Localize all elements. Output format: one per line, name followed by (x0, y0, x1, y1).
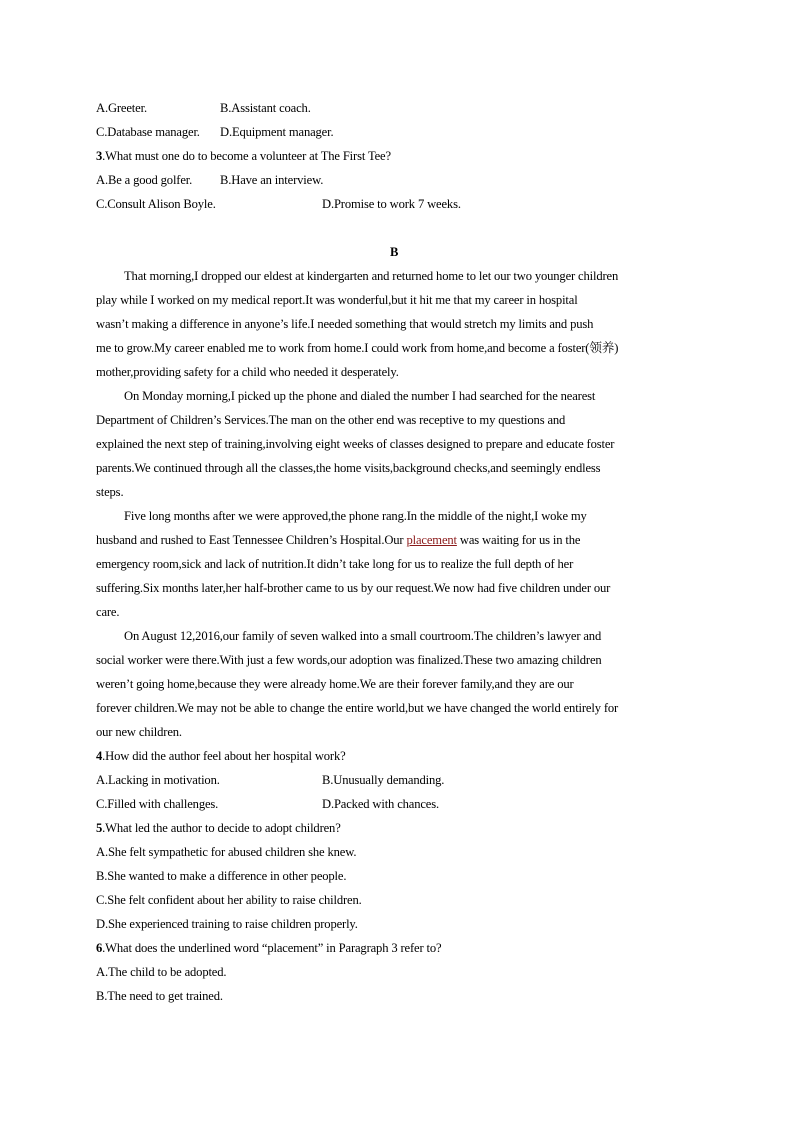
q3-option-b: B.Have an interview. (220, 173, 324, 187)
q4-number: 4 (96, 749, 103, 763)
passage-line: Five long months after we were approved,the phone rang.In the middle of the night,I woke my (124, 509, 587, 523)
q6-number: 6 (96, 941, 103, 955)
passage-line: mother,providing safety for a child who needed it desperately. (96, 365, 399, 379)
q4-text: .How did the author feel about her hospital work? (102, 749, 346, 763)
passage-line: care. (96, 605, 120, 619)
q4-option-c: C.Filled with challenges. (96, 797, 219, 811)
passage-line: Department of Children’s Services.The man on the other end was receptive to my questions and (96, 413, 566, 427)
q5-option-c: C.She felt confident about her ability to raise children. (96, 893, 362, 907)
passage-line: our new children. (96, 725, 182, 739)
passage-line: suffering.Six months later,her half-brother came to us by our request.We now had five children under our (96, 581, 611, 595)
q4-option-d: D.Packed with chances. (322, 797, 439, 811)
q5-option-d: D.She experienced training to raise children properly. (96, 917, 358, 931)
passage-line: parents.We continued through all the classes,the home visits,background checks,and seemingly endless (96, 461, 601, 475)
q2-option-d: D.Equipment manager. (220, 125, 334, 139)
passage-line: weren’t going home,because they were already home.We are their forever family,and they are our (96, 677, 574, 691)
q3-number: 3 (96, 149, 103, 163)
q2-option-a: A.Greeter. (96, 101, 147, 115)
passage-line: forever children.We may not be able to change the entire world,but we have changed the world entirely for (96, 701, 619, 715)
q6-text: .What does the underlined word “placement” in Paragraph 3 refer to? (102, 941, 442, 955)
q3-text: .What must one do to become a volunteer at The First Tee? (102, 149, 391, 163)
passage-line (96, 532, 580, 548)
section-title: B (390, 245, 399, 259)
passage-line: explained the next step of training,involving eight weeks of classes designed to prepare and educate foster (96, 437, 615, 451)
passage-line: play while I worked on my medical report.It was wonderful,but it hit me that my career in hospital (96, 293, 578, 307)
q2-option-b: B.Assistant coach. (220, 101, 311, 115)
q5-text: .What led the author to decide to adopt children? (102, 821, 341, 835)
passage-line: me to grow.My career enabled me to work from home.I could work from home,and become a foster(领养) (96, 341, 619, 355)
q6-stem (96, 940, 441, 956)
q5-stem (96, 820, 341, 836)
q4-stem (96, 748, 346, 764)
passage-line: emergency room,sick and lack of nutrition.It didn’t take long for us to realize the full depth of her (96, 557, 574, 571)
passage-line: On August 12,2016,our family of seven walked into a small courtroom.The children’s lawyer and (124, 629, 602, 643)
q5-option-b: B.She wanted to make a difference in other people. (96, 869, 347, 883)
q3-option-c: C.Consult Alison Boyle. (96, 197, 216, 211)
q5-option-a: A.She felt sympathetic for abused children she knew. (96, 845, 357, 859)
passage-line: wasn’t making a difference in anyone’s life.I needed something that would stretch my limits and push (96, 317, 594, 331)
q5-number: 5 (96, 821, 103, 835)
q4-option-a: A.Lacking in motivation. (96, 773, 220, 787)
q4-option-b: B.Unusually demanding. (322, 773, 445, 787)
q6-option-a: A.The child to be adopted. (96, 965, 227, 979)
q3-option-a: A.Be a good golfer. (96, 173, 193, 187)
q3-stem (96, 148, 391, 164)
passage-text: was waiting for us in the (456, 533, 581, 547)
q6-option-b: B.The need to get trained. (96, 989, 223, 1003)
underlined-word-placement: placement (406, 533, 457, 547)
passage-line: social worker were there.With just a few words,our adoption was finalized.These two amazing children (96, 653, 602, 667)
passage-line: steps. (96, 485, 124, 499)
passage-text: husband and rushed to East Tennessee Children’s Hospital.Our (96, 533, 407, 547)
passage-line: That morning,I dropped our eldest at kindergarten and returned home to let our two younger children (124, 269, 619, 283)
q3-option-d: D.Promise to work 7 weeks. (322, 197, 461, 211)
q2-option-c: C.Database manager. (96, 125, 200, 139)
passage-line: On Monday morning,I picked up the phone and dialed the number I had searched for the nearest (124, 389, 596, 403)
